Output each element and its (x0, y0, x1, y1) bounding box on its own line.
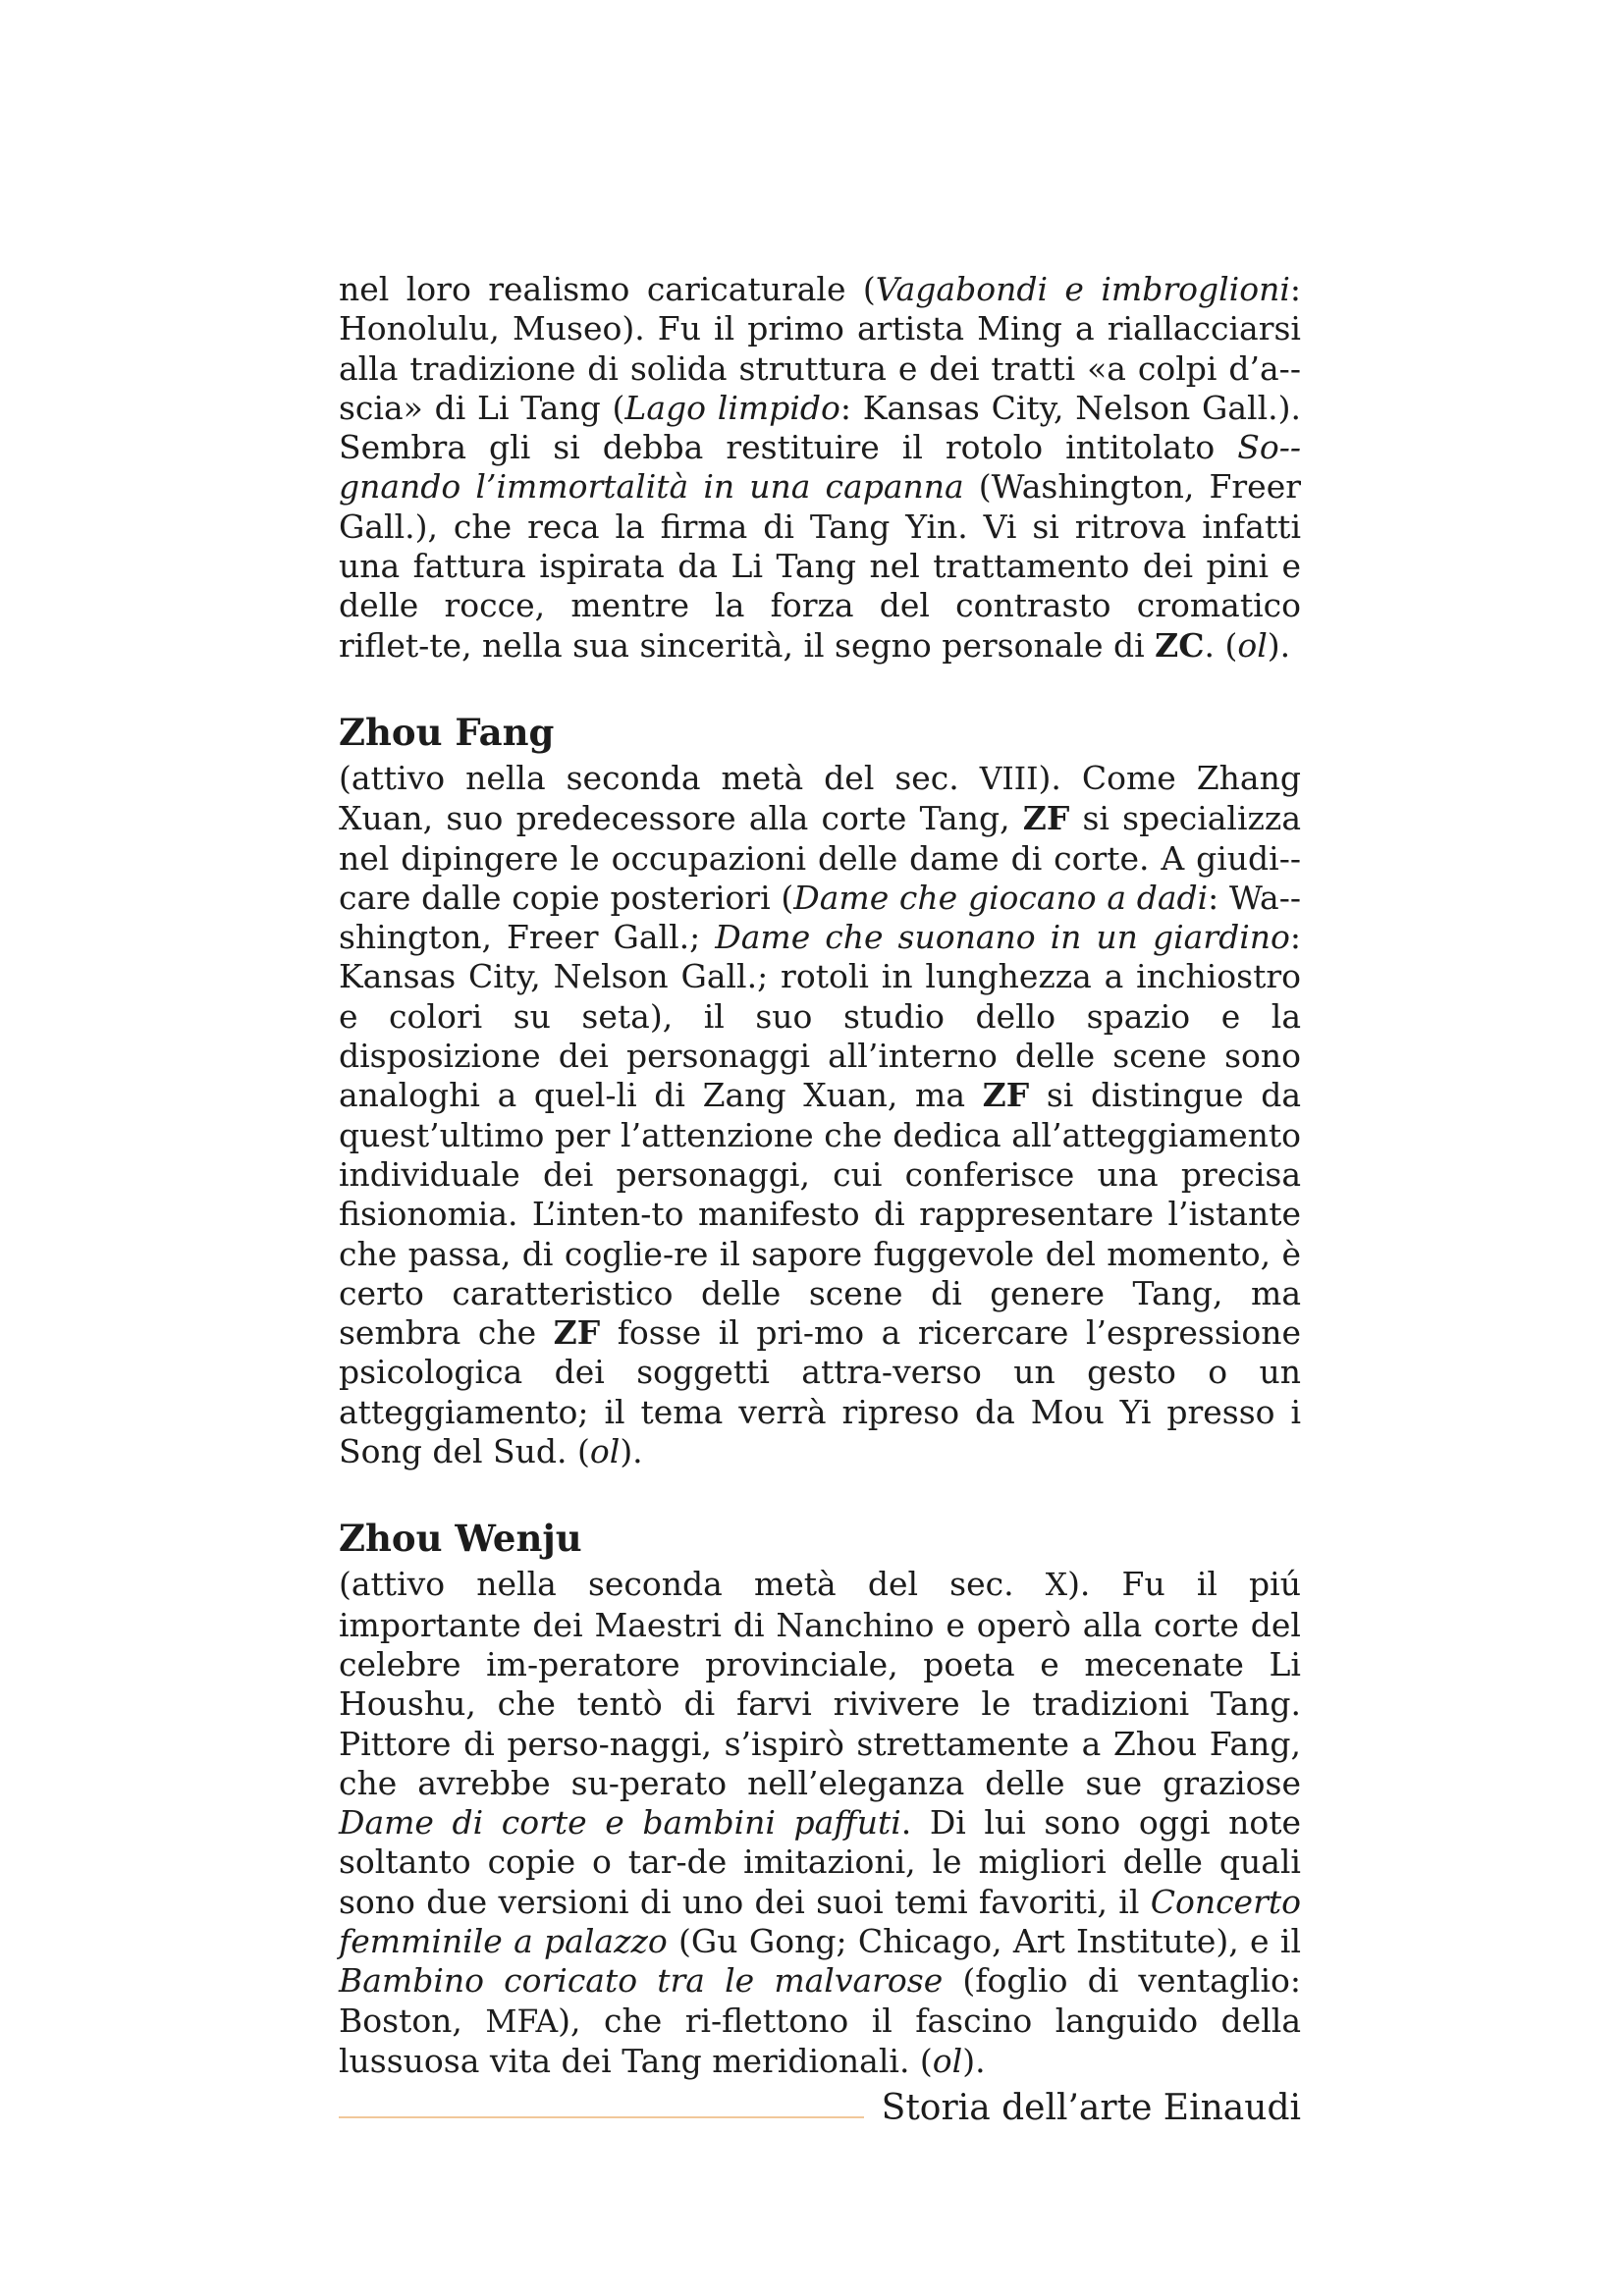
intro-paragraph (339, 270, 1301, 666)
italic-text: Lago limpido (624, 388, 840, 427)
text-run: nel loro realismo caricaturale ( (339, 270, 876, 308)
italic-text: Dame che giocano a dadi (793, 878, 1209, 917)
page-body (339, 270, 1301, 2081)
text-run: : Wa-shington, Freer Gall.; (339, 878, 1301, 957)
italic-text: So-gnando l’immortalità in una capanna (339, 428, 1301, 507)
text-run: (attivo nella seconda metà del sec. (339, 758, 980, 797)
italic-text: ol (932, 2041, 963, 2080)
page-footer (339, 2079, 1301, 2138)
entry-title-zhou-fang: Zhou Fang (339, 710, 555, 754)
bold-abbreviation: ZC (1155, 625, 1205, 665)
text-run: : Honolulu, Museo). Fu il primo artista Ming a riallacciarsi alla tradizione di solida struttura e dei tratti «a colpi d’a-scia» di Li Tang ( (339, 270, 1301, 427)
italic-text: Concerto femminile a palazzo (339, 1882, 1301, 1960)
italic-text: ol (589, 1432, 621, 1471)
text-run: si specializza nel dipingere le occupazioni delle dame di corte. A giudi-care dalle copie posteriori ( (339, 799, 1301, 917)
small-caps-text: VIII (979, 761, 1039, 797)
text-run: ). Come Zhang Xuan, suo predecessore alla corte Tang, (339, 758, 1301, 838)
italic-text: ol (1237, 625, 1268, 665)
italic-text: Dame che suonano in un giardino (715, 918, 1290, 957)
text-run: si distingue da quest’ultimo per l’attenzione che dedica all’atteggiamento individuale dei personaggi, cui conferisce una precisa fisionomia. L’inten-to manifesto di rappresentare l’istante che passa, di coglie-re il sapore fuggevole del momento, è certo caratteristico delle scene di genere Tang, ma sembra che (339, 1076, 1301, 1353)
text-run: ), che ri-flettono il fascino languido della lussuosa vita dei Tang meridionali. ( (339, 2001, 1301, 2080)
bold-abbreviation: ZF (1022, 799, 1070, 838)
bold-abbreviation: ZF (553, 1313, 601, 1353)
text-run: (foglio di ventaglio: Boston, (339, 1961, 1301, 2040)
italic-text: Vagabondi e imbroglioni (875, 270, 1290, 308)
text-run: (attivo nella seconda metà del sec. (339, 1565, 1046, 1604)
entry-text-zhou-fang (339, 759, 1301, 1471)
text-run: : Kansas City, Nelson Gall.). Sembra gli si debba restituire il rotolo intitolato (339, 388, 1301, 467)
small-caps-text: X (1045, 1568, 1068, 1604)
text-run: (Gu Gong; Chicago, Art Institute), e il (667, 1921, 1301, 1960)
italic-text: Dame di corte e bambini paffuti (339, 1803, 901, 1842)
entry-text-zhou-wenju (339, 1565, 1301, 2081)
small-caps-text: MFA (485, 2003, 559, 2040)
text-run: . Di lui sono oggi note soltanto copie o tar-de imitazioni, le migliori delle quali sono due versioni di uno dei suoi temi favoriti, il (339, 1803, 1301, 1921)
publication-title: Storia dell’arte Einaudi (881, 2088, 1301, 2128)
text-run: ). (1267, 625, 1291, 665)
italic-text: Bambino coricato tra le malvarose (339, 1961, 944, 2001)
footer-rule (339, 2116, 864, 2118)
bold-abbreviation: ZF (982, 1076, 1030, 1115)
text-run: (Washington, Freer Gall.), che reca la firma di Tang Yin. Vi si ritrova infatti una fattura ispirata da Li Tang nel trattamento dei pini e delle rocce, mentre la forza del contrasto cromatico riflet-te, nella sua sincerità, il segno personale di (339, 467, 1302, 665)
text-run: ). (620, 1432, 643, 1471)
text-run: ). (962, 2041, 986, 2080)
text-run: . ( (1204, 625, 1238, 665)
text-run: ). Fu il piú importante dei Maestri di Nanchino e operò alla corte del celebre im-peratore provinciale, poeta e mecenate Li Houshu, che tentò di farvi rivivere le tradizioni Tang. Pittore di perso-naggi, s’ispirò strettamente a Zhou Fang, che avrebbe su-perato nell’eleganza delle sue graziose (339, 1565, 1301, 1802)
text-run: fosse il pri-mo a ricercare l’espressione psicologica dei soggetti attra-verso un gesto o un atteggiamento; il tema verrà ripreso da Mou Yi presso i Song del Sud. ( (339, 1313, 1301, 1471)
entry-title-zhou-wenju: Zhou Wenju (339, 1517, 582, 1561)
text-run: : Kansas City, Nelson Gall.; rotoli in lunghezza a inchiostro e colori su seta), il suo studio dello spazio e la disposizione dei personaggi all’interno delle scene sono analoghi a quel-li di Zang Xuan, ma (339, 918, 1301, 1115)
